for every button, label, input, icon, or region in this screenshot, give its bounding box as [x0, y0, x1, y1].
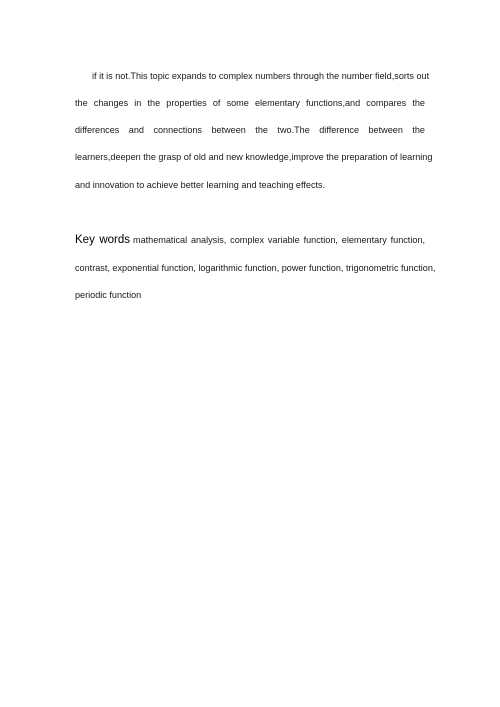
abstract-line-5: and innovation to achieve better learning and teaching effects.: [75, 180, 326, 190]
keywords-text-1: mathematical analysis, complex variable function, elementary function,: [133, 235, 425, 245]
abstract-line-3: differences and connections between the two.The difference between the: [75, 125, 425, 135]
keywords-line-3: periodic function: [75, 290, 142, 300]
abstract-line-2: the changes in the properties of some elementary functions,and compares the: [75, 98, 425, 108]
keywords-label: Key words: [75, 234, 131, 246]
abstract-line-4: learners,deepen the grasp of old and new knowledge,improve the preparation of learning: [75, 152, 433, 162]
keywords-line-1: [75, 234, 425, 246]
abstract-line-1: if it is not.This topic expands to complex numbers through the number field,sorts out: [92, 71, 430, 81]
keywords-line-2: contrast, exponential function, logarithmic function, power function, trigonometric function,: [75, 263, 436, 273]
